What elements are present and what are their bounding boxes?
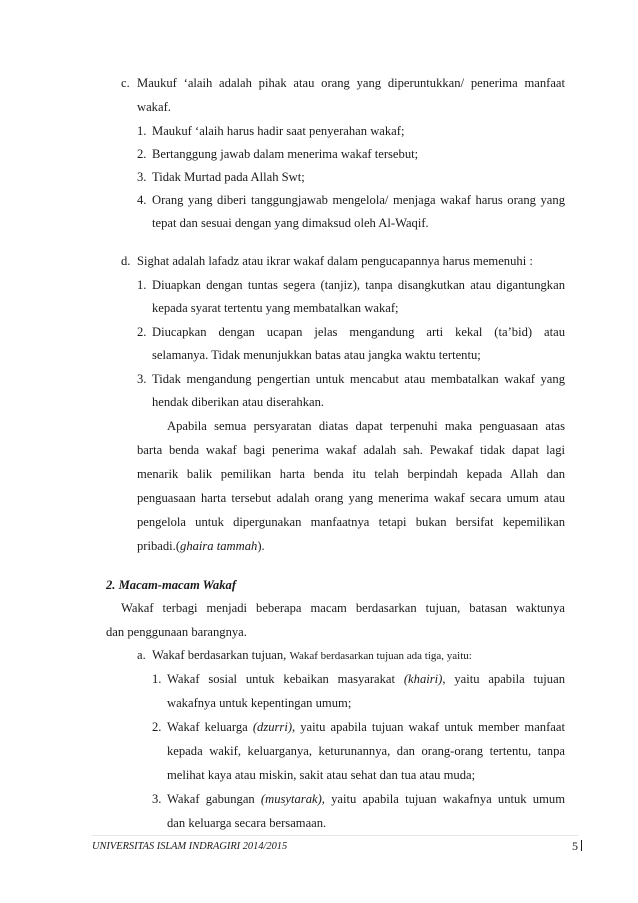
sub-a-text: Wakaf berdasarkan tujuan, <box>152 648 290 662</box>
list-item-continuation: melihat kaya atau miskin, sakit atau sehat dan tua atau muda; <box>167 768 476 782</box>
list-item-continuation: kepada syarat tertentu yang membatalkan wakaf; <box>152 301 399 315</box>
item-text: Wakaf keluarga <box>167 720 253 734</box>
list-item-number: 3. <box>137 372 147 386</box>
list-item <box>167 719 565 735</box>
list-item: Diuapkan dengan tuntas segera (tanjiz), tanpa disangkutkan atau digantungkan <box>152 278 565 292</box>
list-item <box>167 671 565 687</box>
paragraph-line: Apabila semua persyaratan diatas dapat terpenuhi maka penguasaan atas <box>167 419 565 433</box>
italic-term: (musytarak) <box>260 792 322 806</box>
list-item-number: 1. <box>137 124 147 138</box>
sub-a-line <box>152 647 472 664</box>
list-item <box>167 791 565 807</box>
italic-term: (khairi) <box>403 672 443 686</box>
section-intro-line1: Wakaf terbagi menjadi beberapa macam berdasarkan tujuan, batasan waktunya <box>121 601 565 615</box>
section-c-marker: c. <box>121 76 130 90</box>
item-text: , yaitu apabila tujuan wakaf untuk member manfaat <box>292 720 565 734</box>
list-item-number: 2. <box>137 325 147 339</box>
list-item: Diucapkan dengan ucapan jelas mengandung arti kekal (ta’bid) atau <box>152 325 565 339</box>
item-text: Wakaf gabungan <box>167 792 261 806</box>
item-text: , yaitu apabila tujuan wakafnya untuk umum <box>321 792 565 806</box>
section-intro-line2: dan penggunaan barangnya. <box>106 625 247 639</box>
section-heading: 2. Macam-macam Wakaf <box>106 578 237 592</box>
paragraph-line: penguasaan harta tersebut adalah orang yang menerima wakaf secara umum atau <box>137 491 565 505</box>
list-item-continuation: dan keluarga secara bersamaan. <box>167 816 327 830</box>
section-c-line2: wakaf. <box>137 100 171 114</box>
list-item-number: 2. <box>137 147 147 161</box>
list-item-continuation: tepat dan sesuai dengan yang dimaksud oleh Al-Waqif. <box>152 216 429 230</box>
footer-text: UNIVERSITAS ISLAM INDRAGIRI 2014/2015 <box>92 841 288 852</box>
item-text: , yaitu apabila tujuan <box>442 672 565 686</box>
list-item-continuation: selamanya. Tidak menunjukkan batas atau jangka waktu tertentu; <box>152 348 481 362</box>
sub-a-marker: a. <box>137 648 146 662</box>
list-item-number: 1. <box>152 672 162 686</box>
paragraph-text: ). <box>257 539 265 553</box>
list-item: Tidak mengandung pengertian untuk mencabut atau membatalkan wakaf yang <box>152 372 565 386</box>
list-item: Maukuf ‘alaih harus hadir saat penyerahan wakaf; <box>152 124 405 138</box>
list-item-continuation: wakafnya untuk kepentingan umum; <box>167 696 352 710</box>
italic-term: ghaira tammah <box>180 539 258 553</box>
sub-a-small-text: Wakaf berdasarkan tujuan ada tiga, yaitu: <box>289 650 472 662</box>
list-item: Orang yang diberi tanggungjawab mengelola/ menjaga wakaf harus orang yang <box>152 193 565 207</box>
list-item-continuation: hendak diberikan atau diserahkan. <box>152 395 325 409</box>
section-c-line1: Maukuf ‘alaih adalah pihak atau orang yang diperuntukkan/ penerima manfaat <box>137 76 565 90</box>
footer-divider <box>92 835 578 836</box>
page-number-separator <box>581 840 582 851</box>
list-item-number: 2. <box>152 720 162 734</box>
list-item: Tidak Murtad pada Allah Swt; <box>152 170 305 184</box>
section-d-line1: Sighat adalah lafadz atau ikrar wakaf dalam pengucapannya harus memenuhi : <box>137 254 533 268</box>
italic-term: (dzurri) <box>252 720 293 734</box>
paragraph-line: menarik balik pemilikan harta benda itu telah berpindah kepada Allah dan <box>137 467 565 481</box>
page-number <box>572 838 582 854</box>
paragraph-line: barta benda wakaf bagi penerima wakaf adalah sah. Pewakaf tidak dapat lagi <box>137 443 565 457</box>
section-d-marker: d. <box>121 254 131 268</box>
page-number-value: 5 <box>572 839 578 853</box>
list-item-number: 4. <box>137 193 147 207</box>
list-item-number: 1. <box>137 278 147 292</box>
paragraph-last-line <box>137 538 265 554</box>
list-item-number: 3. <box>137 170 147 184</box>
list-item: Bertanggung jawab dalam menerima wakaf tersebut; <box>152 147 419 161</box>
paragraph-text: pribadi.( <box>137 539 181 553</box>
list-item-continuation: kepada wakif, keluarganya, keturunannya, dan orang-orang tertentu, tanpa <box>167 744 565 758</box>
item-text: Wakaf sosial untuk kebaikan masyarakat <box>167 672 404 686</box>
list-item-number: 3. <box>152 792 162 806</box>
paragraph-line: pengelola untuk dipergunakan manfaatnya tetapi bukan bersifat kepemilikan <box>137 515 565 529</box>
